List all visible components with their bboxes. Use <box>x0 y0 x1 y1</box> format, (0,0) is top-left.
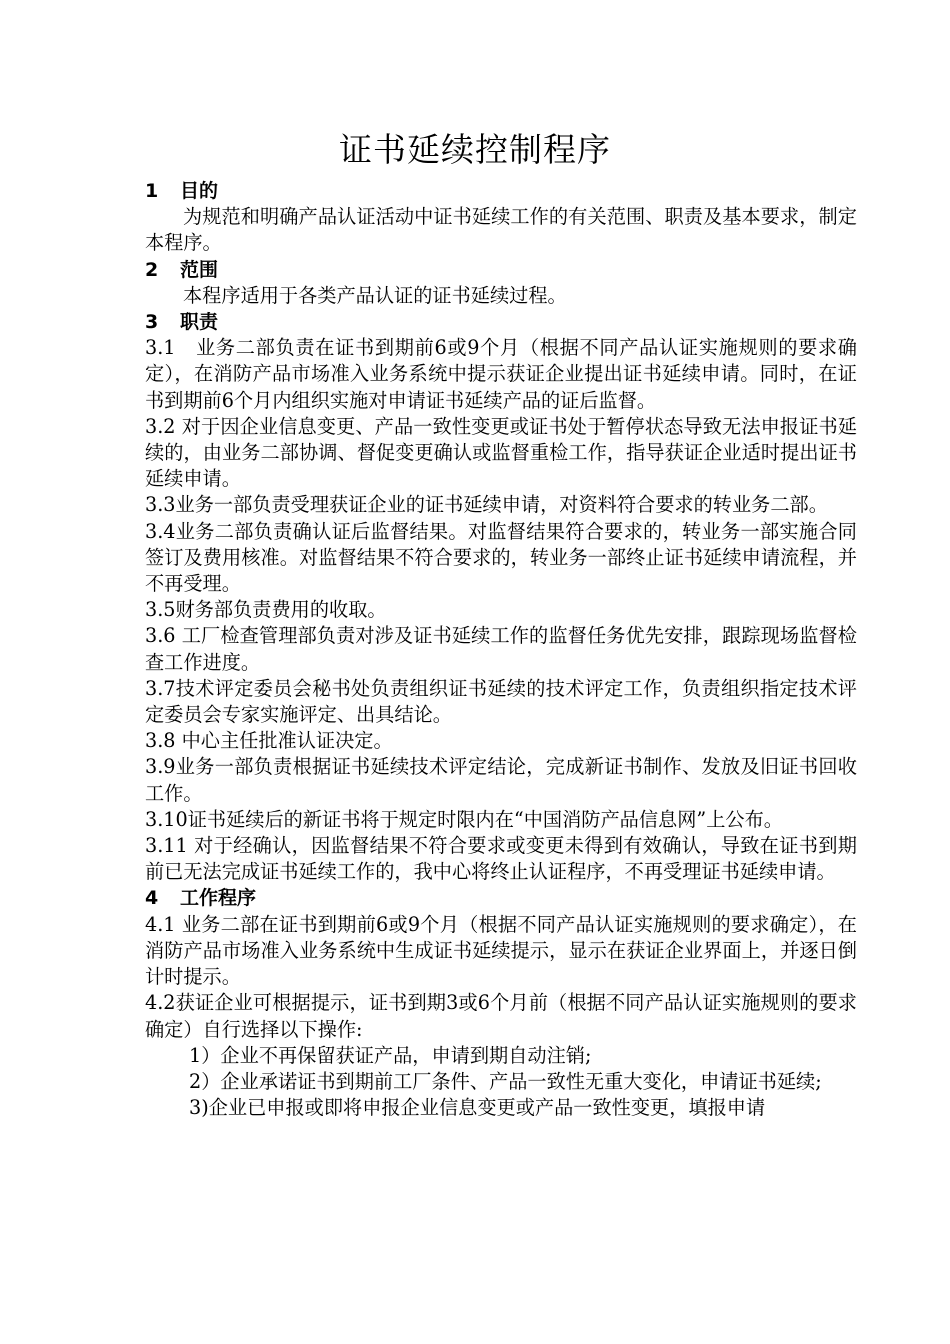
option-item: 1）企业不再保留获证产品，申请到期自动注销; <box>189 1043 592 1067</box>
clause-3-2: 3.2 对于因企业信息变更、产品一致性变更或证书处于暂停状态导致无法申报证书延续的，由业务二部协调、督促变更确认或监督重检工作，指导获证企业适时提出证书延续申请。 <box>145 414 857 491</box>
clause-3-1: 3.1 业务二部负责在证书到期前6或9个月（根据不同产品认证实施规则的要求确定），在消防产品市场准入业务系统中提示获证企业提出证书延续申请。同时，在证书到期前6个月内组织实施对申请证书延续产品的证后监督。 <box>145 336 857 412</box>
clause-3-4: 3.4业务二部负责确认证后监督结果。对监督结果符合要求的，转业务一部实施合同签订及费用核准。对监督结果不符合要求的，转业务一部终止证书延续申请流程，并不再受理。 <box>145 519 857 596</box>
section-number: 3 <box>145 311 159 334</box>
document-body <box>145 178 857 1121</box>
clause-3-6: 3.6 工厂检查管理部负责对涉及证书延续工作的监督任务优先安排，跟踪现场监督检查工作进度。 <box>145 624 857 674</box>
section-heading-procedure <box>145 885 857 911</box>
section-title: 职责 <box>180 311 219 334</box>
section-title: 目的 <box>180 180 219 202</box>
clause-3-11: 3.11 对于经确认，因监督结果不符合要求或变更未得到有效确认，导致在证书到期前已无法完成证书延续工作的，我中心将终止认证程序，不再受理证书延续申请。 <box>145 834 857 884</box>
section-title: 范围 <box>180 258 219 281</box>
option-item: 2）企业承诺证书到期前工厂条件、产品一致性无重大变化，申请证书延续; <box>189 1069 822 1093</box>
clause-3-8: 3.8 中心主任批准认证决定。 <box>145 729 393 753</box>
clause-4-2: 4.2获证企业可根据提示，证书到期3或6个月前（根据不同产品认证实施规则的要求确定）自行选择以下操作: <box>145 991 857 1041</box>
paragraph: 为规范和明确产品认证活动中证书延续工作的有关范围、职责及基本要求，制定本程序。 <box>145 205 857 255</box>
paragraph: 本程序适用于各类产品认证的证书延续过程。 <box>183 283 567 307</box>
clause-3-10: 3.10证书延续后的新证书将于规定时限内在“中国消防产品信息网”上公布。 <box>145 807 783 831</box>
clause-3-7: 3.7技术评定委员会秘书处负责组织证书延续的技术评定工作，负责组织指定技术评定委员会专家实施评定、出具结论。 <box>145 676 857 727</box>
section-number: 2 <box>145 258 159 281</box>
section-number: 1 <box>145 180 159 202</box>
section-heading-scope <box>145 257 857 283</box>
section-heading-purpose <box>145 178 857 204</box>
section-number: 4 <box>145 887 159 910</box>
clause-4-1: 4.1 业务二部在证书到期前6或9个月（根据不同产品认证实施规则的要求确定），在消防产品市场准入业务系统中生成证书延续提示，显示在获证企业界面上，并逐日倒计时提示。 <box>145 912 857 989</box>
clause-3-3: 3.3业务一部负责受理获证企业的证书延续申请，对资料符合要求的转业务二部。 <box>145 493 828 517</box>
clause-3-9: 3.9业务一部负责根据证书延续技术评定结论，完成新证书制作、发放及旧证书回收工作。 <box>145 755 857 805</box>
section-heading-responsibilities <box>145 309 857 335</box>
clause-3-5: 3.5财务部负责费用的收取。 <box>145 598 387 622</box>
document-title: 证书延续控制程序 <box>339 130 611 169</box>
option-item: 3)企业已申报或即将申报企业信息变更或产品一致性变更，填报申请 <box>189 1096 766 1120</box>
section-title: 工作程序 <box>180 887 257 910</box>
